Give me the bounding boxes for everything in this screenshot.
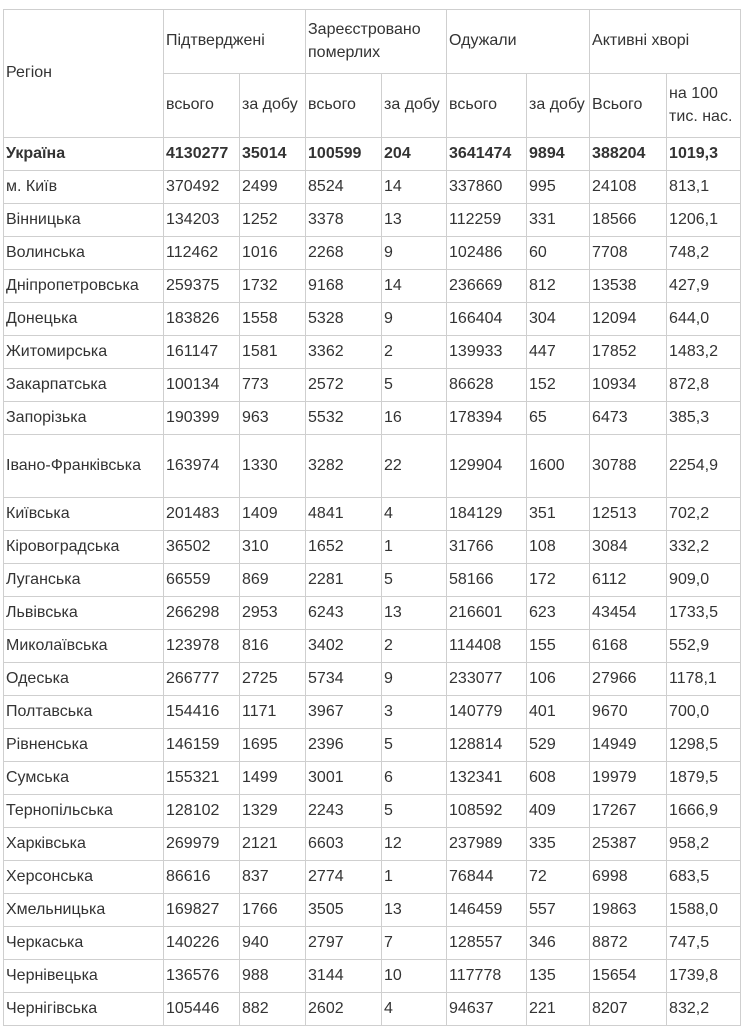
value-cell: 1879,5 xyxy=(667,762,741,795)
value-cell: 2268 xyxy=(306,237,382,270)
value-cell: 869 xyxy=(240,564,306,597)
value-cell: 12 xyxy=(382,828,447,861)
value-cell: 1330 xyxy=(240,435,306,498)
region-name-cell: Миколаївська xyxy=(4,630,164,663)
region-name-cell: м. Київ xyxy=(4,171,164,204)
value-cell: 14 xyxy=(382,171,447,204)
value-cell: 221 xyxy=(527,993,590,1026)
value-cell: 332,2 xyxy=(667,531,741,564)
value-cell: 1329 xyxy=(240,795,306,828)
value-cell: 3505 xyxy=(306,894,382,927)
table-row xyxy=(4,663,741,696)
table-row xyxy=(4,564,741,597)
region-name-cell: Тернопільська xyxy=(4,795,164,828)
subheader-cell: всього xyxy=(164,74,240,138)
value-cell: 10 xyxy=(382,960,447,993)
table-body xyxy=(4,138,741,1026)
value-cell: 117778 xyxy=(447,960,527,993)
region-header: Регіон xyxy=(4,10,164,138)
value-cell: 1019,3 xyxy=(667,138,741,171)
value-cell: 123978 xyxy=(164,630,240,663)
value-cell: 233077 xyxy=(447,663,527,696)
value-cell: 2254,9 xyxy=(667,435,741,498)
value-cell: 3641474 xyxy=(447,138,527,171)
value-cell: 266298 xyxy=(164,597,240,630)
region-name-cell: Херсонська xyxy=(4,861,164,894)
value-cell: 1732 xyxy=(240,270,306,303)
value-cell: 155321 xyxy=(164,762,240,795)
table-row xyxy=(4,237,741,270)
value-cell: 1483,2 xyxy=(667,336,741,369)
value-cell: 17852 xyxy=(590,336,667,369)
value-cell: 2499 xyxy=(240,171,306,204)
value-cell: 427,9 xyxy=(667,270,741,303)
value-cell: 335 xyxy=(527,828,590,861)
value-cell: 1 xyxy=(382,861,447,894)
value-cell: 140226 xyxy=(164,927,240,960)
value-cell: 184129 xyxy=(447,498,527,531)
value-cell: 4130277 xyxy=(164,138,240,171)
table-row xyxy=(4,894,741,927)
value-cell: 370492 xyxy=(164,171,240,204)
table-row xyxy=(4,204,741,237)
value-cell: 4 xyxy=(382,993,447,1026)
region-name-cell: Київська xyxy=(4,498,164,531)
value-cell: 337860 xyxy=(447,171,527,204)
value-cell: 172 xyxy=(527,564,590,597)
value-cell: 6473 xyxy=(590,402,667,435)
value-cell: 2 xyxy=(382,336,447,369)
region-name-cell: Чернігівська xyxy=(4,993,164,1026)
value-cell: 178394 xyxy=(447,402,527,435)
value-cell: 2797 xyxy=(306,927,382,960)
value-cell: 155 xyxy=(527,630,590,663)
value-cell: 909,0 xyxy=(667,564,741,597)
value-cell: 9168 xyxy=(306,270,382,303)
value-cell: 58166 xyxy=(447,564,527,597)
value-cell: 204 xyxy=(382,138,447,171)
value-cell: 2 xyxy=(382,630,447,663)
recovered-header: Одужали xyxy=(447,10,590,74)
value-cell: 86616 xyxy=(164,861,240,894)
value-cell: 700,0 xyxy=(667,696,741,729)
value-cell: 25387 xyxy=(590,828,667,861)
value-cell: 6603 xyxy=(306,828,382,861)
value-cell: 552,9 xyxy=(667,630,741,663)
value-cell: 1252 xyxy=(240,204,306,237)
value-cell: 995 xyxy=(527,171,590,204)
value-cell: 816 xyxy=(240,630,306,663)
region-name-cell: Хмельницька xyxy=(4,894,164,927)
region-name-cell: Чернівецька xyxy=(4,960,164,993)
value-cell: 112259 xyxy=(447,204,527,237)
table-row xyxy=(4,369,741,402)
value-cell: 529 xyxy=(527,729,590,762)
value-cell: 3144 xyxy=(306,960,382,993)
value-cell: 100599 xyxy=(306,138,382,171)
value-cell: 6243 xyxy=(306,597,382,630)
value-cell: 1652 xyxy=(306,531,382,564)
table-row xyxy=(4,336,741,369)
value-cell: 623 xyxy=(527,597,590,630)
value-cell: 3084 xyxy=(590,531,667,564)
value-cell: 86628 xyxy=(447,369,527,402)
table-row xyxy=(4,993,741,1026)
table-row xyxy=(4,270,741,303)
value-cell: 1499 xyxy=(240,762,306,795)
value-cell: 139933 xyxy=(447,336,527,369)
value-cell: 60 xyxy=(527,237,590,270)
value-cell: 8207 xyxy=(590,993,667,1026)
value-cell: 190399 xyxy=(164,402,240,435)
subheader-cell: за добу xyxy=(240,74,306,138)
value-cell: 6112 xyxy=(590,564,667,597)
value-cell: 140779 xyxy=(447,696,527,729)
table-row xyxy=(4,402,741,435)
value-cell: 832,2 xyxy=(667,993,741,1026)
value-cell: 557 xyxy=(527,894,590,927)
value-cell: 2396 xyxy=(306,729,382,762)
value-cell: 3378 xyxy=(306,204,382,237)
active-header: Активні хворі xyxy=(590,10,741,74)
value-cell: 872,8 xyxy=(667,369,741,402)
region-name-cell: Вінницька xyxy=(4,204,164,237)
region-name-cell: Одеська xyxy=(4,663,164,696)
value-cell: 6 xyxy=(382,762,447,795)
value-cell: 5 xyxy=(382,795,447,828)
table-row xyxy=(4,828,741,861)
value-cell: 24108 xyxy=(590,171,667,204)
value-cell: 1558 xyxy=(240,303,306,336)
value-cell: 19979 xyxy=(590,762,667,795)
value-cell: 66559 xyxy=(164,564,240,597)
value-cell: 183826 xyxy=(164,303,240,336)
value-cell: 385,3 xyxy=(667,402,741,435)
table-row xyxy=(4,762,741,795)
subheader-cell: на 100 тис. нас. xyxy=(667,74,741,138)
value-cell: 13 xyxy=(382,204,447,237)
value-cell: 161147 xyxy=(164,336,240,369)
table-row xyxy=(4,630,741,663)
value-cell: 5 xyxy=(382,729,447,762)
value-cell: 837 xyxy=(240,861,306,894)
value-cell: 128814 xyxy=(447,729,527,762)
value-cell: 266777 xyxy=(164,663,240,696)
value-cell: 748,2 xyxy=(667,237,741,270)
value-cell: 3282 xyxy=(306,435,382,498)
value-cell: 9 xyxy=(382,303,447,336)
value-cell: 2572 xyxy=(306,369,382,402)
value-cell: 447 xyxy=(527,336,590,369)
value-cell: 988 xyxy=(240,960,306,993)
value-cell: 114408 xyxy=(447,630,527,663)
value-cell: 12094 xyxy=(590,303,667,336)
value-cell: 6998 xyxy=(590,861,667,894)
subheader-cell: Всього xyxy=(590,74,667,138)
value-cell: 3362 xyxy=(306,336,382,369)
value-cell: 2953 xyxy=(240,597,306,630)
value-cell: 773 xyxy=(240,369,306,402)
value-cell: 17267 xyxy=(590,795,667,828)
table-row xyxy=(4,303,741,336)
value-cell: 132341 xyxy=(447,762,527,795)
header-row-groups xyxy=(4,10,741,74)
value-cell: 10934 xyxy=(590,369,667,402)
value-cell: 963 xyxy=(240,402,306,435)
region-name-cell: Житомирська xyxy=(4,336,164,369)
subheader-cell: за добу xyxy=(382,74,447,138)
subheader-cell: за добу xyxy=(527,74,590,138)
value-cell: 134203 xyxy=(164,204,240,237)
region-name-cell: Сумська xyxy=(4,762,164,795)
value-cell: 128102 xyxy=(164,795,240,828)
value-cell: 4 xyxy=(382,498,447,531)
value-cell: 166404 xyxy=(447,303,527,336)
value-cell: 201483 xyxy=(164,498,240,531)
value-cell: 1 xyxy=(382,531,447,564)
value-cell: 9 xyxy=(382,663,447,696)
region-name-cell: Дніпропетровська xyxy=(4,270,164,303)
subheader-cell: всього xyxy=(447,74,527,138)
value-cell: 146459 xyxy=(447,894,527,927)
value-cell: 154416 xyxy=(164,696,240,729)
value-cell: 812 xyxy=(527,270,590,303)
value-cell: 94637 xyxy=(447,993,527,1026)
value-cell: 16 xyxy=(382,402,447,435)
value-cell: 5734 xyxy=(306,663,382,696)
total-row xyxy=(4,138,741,171)
table-row xyxy=(4,861,741,894)
value-cell: 351 xyxy=(527,498,590,531)
value-cell: 163974 xyxy=(164,435,240,498)
region-name-cell: Волинська xyxy=(4,237,164,270)
table-row xyxy=(4,729,741,762)
region-name-cell: Львівська xyxy=(4,597,164,630)
region-name-cell: Запорізька xyxy=(4,402,164,435)
value-cell: 3967 xyxy=(306,696,382,729)
value-cell: 106 xyxy=(527,663,590,696)
value-cell: 3402 xyxy=(306,630,382,663)
value-cell: 108592 xyxy=(447,795,527,828)
value-cell: 409 xyxy=(527,795,590,828)
value-cell: 1600 xyxy=(527,435,590,498)
value-cell: 12513 xyxy=(590,498,667,531)
value-cell: 7708 xyxy=(590,237,667,270)
region-name-cell: Кіровоградська xyxy=(4,531,164,564)
value-cell: 136576 xyxy=(164,960,240,993)
value-cell: 747,5 xyxy=(667,927,741,960)
region-name-cell: Черкаська xyxy=(4,927,164,960)
value-cell: 1016 xyxy=(240,237,306,270)
table-row xyxy=(4,171,741,204)
value-cell: 5 xyxy=(382,369,447,402)
value-cell: 346 xyxy=(527,927,590,960)
value-cell: 169827 xyxy=(164,894,240,927)
value-cell: 644,0 xyxy=(667,303,741,336)
value-cell: 27966 xyxy=(590,663,667,696)
region-name-cell: Україна xyxy=(4,138,164,171)
value-cell: 102486 xyxy=(447,237,527,270)
value-cell: 5 xyxy=(382,564,447,597)
deaths-header: Зареєстровано померлих xyxy=(306,10,447,74)
value-cell: 14949 xyxy=(590,729,667,762)
value-cell: 401 xyxy=(527,696,590,729)
value-cell: 43454 xyxy=(590,597,667,630)
value-cell: 1409 xyxy=(240,498,306,531)
value-cell: 9894 xyxy=(527,138,590,171)
table-row xyxy=(4,435,741,498)
value-cell: 1178,1 xyxy=(667,663,741,696)
value-cell: 14 xyxy=(382,270,447,303)
value-cell: 4841 xyxy=(306,498,382,531)
value-cell: 1766 xyxy=(240,894,306,927)
value-cell: 72 xyxy=(527,861,590,894)
value-cell: 100134 xyxy=(164,369,240,402)
value-cell: 1588,0 xyxy=(667,894,741,927)
value-cell: 683,5 xyxy=(667,861,741,894)
value-cell: 608 xyxy=(527,762,590,795)
table-row xyxy=(4,597,741,630)
value-cell: 108 xyxy=(527,531,590,564)
value-cell: 1206,1 xyxy=(667,204,741,237)
value-cell: 3 xyxy=(382,696,447,729)
value-cell: 1171 xyxy=(240,696,306,729)
value-cell: 13538 xyxy=(590,270,667,303)
value-cell: 331 xyxy=(527,204,590,237)
value-cell: 152 xyxy=(527,369,590,402)
value-cell: 1695 xyxy=(240,729,306,762)
table-row xyxy=(4,960,741,993)
value-cell: 76844 xyxy=(447,861,527,894)
value-cell: 19863 xyxy=(590,894,667,927)
value-cell: 112462 xyxy=(164,237,240,270)
value-cell: 18566 xyxy=(590,204,667,237)
subheader-cell: всього xyxy=(306,74,382,138)
value-cell: 1733,5 xyxy=(667,597,741,630)
table-row xyxy=(4,498,741,531)
value-cell: 146159 xyxy=(164,729,240,762)
value-cell: 3001 xyxy=(306,762,382,795)
value-cell: 236669 xyxy=(447,270,527,303)
value-cell: 31766 xyxy=(447,531,527,564)
value-cell: 269979 xyxy=(164,828,240,861)
value-cell: 35014 xyxy=(240,138,306,171)
region-name-cell: Закарпатська xyxy=(4,369,164,402)
value-cell: 2774 xyxy=(306,861,382,894)
value-cell: 13 xyxy=(382,894,447,927)
value-cell: 7 xyxy=(382,927,447,960)
table-row xyxy=(4,531,741,564)
value-cell: 2243 xyxy=(306,795,382,828)
value-cell: 30788 xyxy=(590,435,667,498)
value-cell: 2602 xyxy=(306,993,382,1026)
table-row xyxy=(4,795,741,828)
value-cell: 813,1 xyxy=(667,171,741,204)
value-cell: 5328 xyxy=(306,303,382,336)
value-cell: 2121 xyxy=(240,828,306,861)
region-name-cell: Донецька xyxy=(4,303,164,336)
value-cell: 259375 xyxy=(164,270,240,303)
covid-stats-table xyxy=(3,9,741,1026)
value-cell: 237989 xyxy=(447,828,527,861)
value-cell: 1298,5 xyxy=(667,729,741,762)
value-cell: 2281 xyxy=(306,564,382,597)
value-cell: 9 xyxy=(382,237,447,270)
value-cell: 310 xyxy=(240,531,306,564)
value-cell: 15654 xyxy=(590,960,667,993)
value-cell: 65 xyxy=(527,402,590,435)
table-row xyxy=(4,927,741,960)
table-row xyxy=(4,696,741,729)
value-cell: 940 xyxy=(240,927,306,960)
region-name-cell: Рівненська xyxy=(4,729,164,762)
value-cell: 1739,8 xyxy=(667,960,741,993)
covid-stats-table-wrapper xyxy=(3,9,741,1026)
value-cell: 22 xyxy=(382,435,447,498)
value-cell: 6168 xyxy=(590,630,667,663)
value-cell: 5532 xyxy=(306,402,382,435)
confirmed-header: Підтверджені xyxy=(164,10,306,74)
value-cell: 2725 xyxy=(240,663,306,696)
region-name-cell: Харківська xyxy=(4,828,164,861)
value-cell: 9670 xyxy=(590,696,667,729)
value-cell: 135 xyxy=(527,960,590,993)
value-cell: 105446 xyxy=(164,993,240,1026)
value-cell: 129904 xyxy=(447,435,527,498)
value-cell: 8524 xyxy=(306,171,382,204)
value-cell: 8872 xyxy=(590,927,667,960)
value-cell: 958,2 xyxy=(667,828,741,861)
value-cell: 882 xyxy=(240,993,306,1026)
value-cell: 128557 xyxy=(447,927,527,960)
value-cell: 216601 xyxy=(447,597,527,630)
region-name-cell: Івано-Франківська xyxy=(4,435,164,498)
value-cell: 1581 xyxy=(240,336,306,369)
value-cell: 36502 xyxy=(164,531,240,564)
value-cell: 13 xyxy=(382,597,447,630)
value-cell: 304 xyxy=(527,303,590,336)
value-cell: 702,2 xyxy=(667,498,741,531)
region-name-cell: Луганська xyxy=(4,564,164,597)
region-name-cell: Полтавська xyxy=(4,696,164,729)
value-cell: 388204 xyxy=(590,138,667,171)
value-cell: 1666,9 xyxy=(667,795,741,828)
